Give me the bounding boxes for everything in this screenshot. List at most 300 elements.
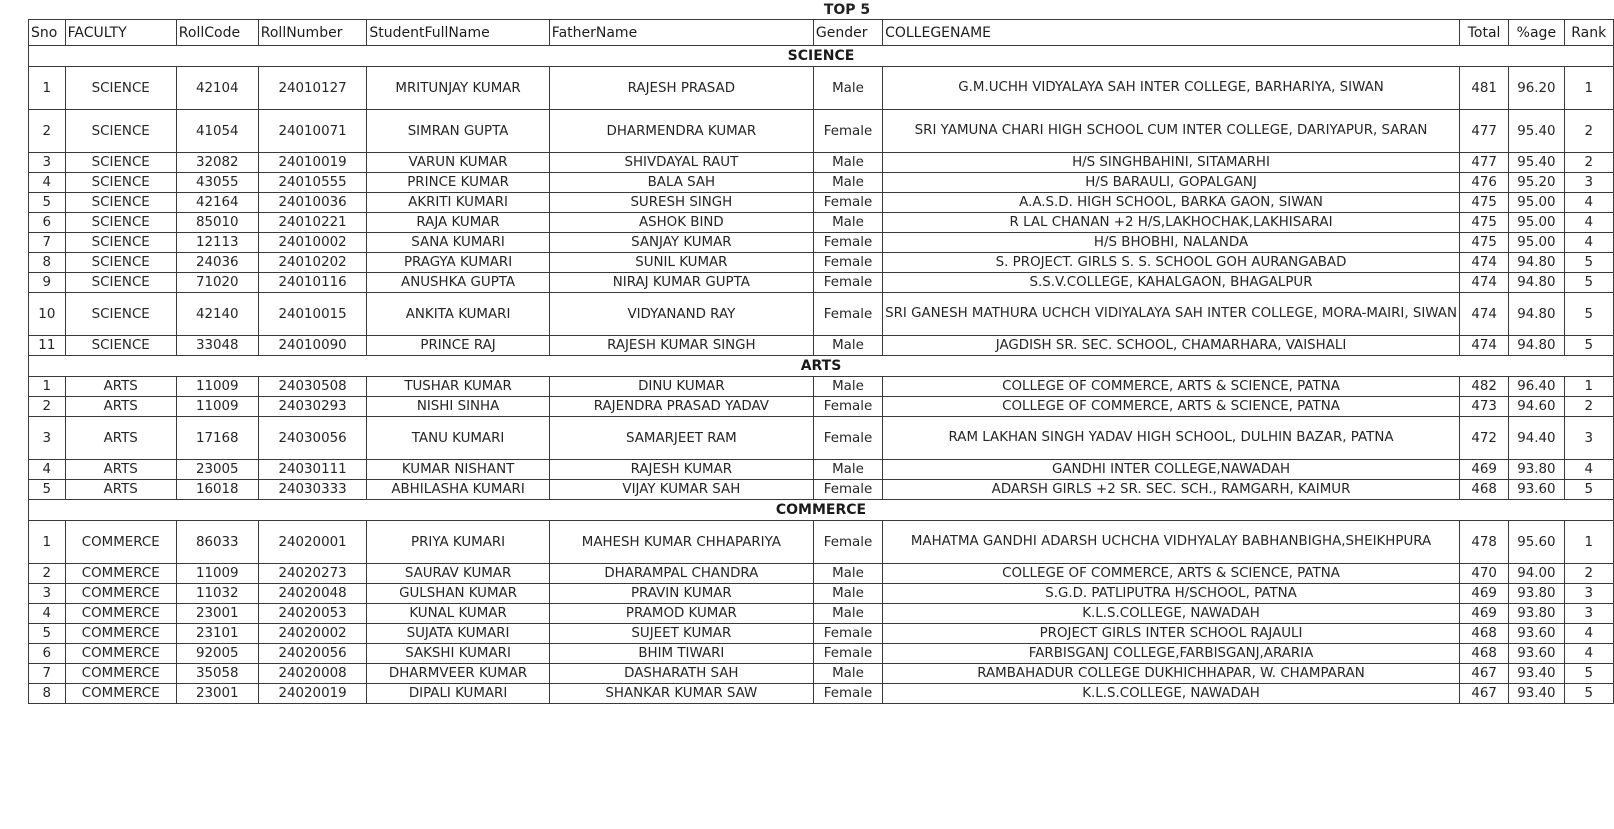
page-title: TOP 5 [823,2,871,18]
total-cell: 478 [1459,521,1508,564]
rank-cell: 4 [1564,233,1613,253]
student-name-cell: KUMAR NISHANT [367,460,549,480]
results-table [28,19,1614,704]
rollnumber-cell: 24010071 [258,110,367,153]
father-name-cell: SUJEET KUMAR [549,624,813,644]
rank-cell: 1 [1564,67,1613,110]
gender-cell: Male [813,153,882,173]
father-name-cell: MAHESH KUMAR CHHAPARIYA [549,521,813,564]
total-cell: 474 [1459,253,1508,273]
rollnumber-cell: 24010002 [258,233,367,253]
father-name-cell: DHARMENDRA KUMAR [549,110,813,153]
college-name-cell: PROJECT GIRLS INTER SCHOOL RAJAULI [883,624,1460,644]
father-name-cell: BHIM TIWARI [549,644,813,664]
faculty-cell: COMMERCE [65,664,176,684]
father-name-cell: SURESH SINGH [549,193,813,213]
table-row [29,173,1614,193]
rollnumber-cell: 24010090 [258,336,367,356]
gender-cell: Female [813,293,882,336]
rank-cell: 3 [1564,584,1613,604]
gender-cell: Male [813,564,882,584]
gender-cell: Male [813,173,882,193]
rank-cell: 3 [1564,604,1613,624]
rollnumber-cell: 24030056 [258,417,367,460]
percentage-cell: 95.00 [1509,193,1564,213]
sno-cell: 3 [29,584,66,604]
gender-cell: Male [813,213,882,233]
rollcode-cell: 32082 [176,153,258,173]
total-cell: 469 [1459,460,1508,480]
student-name-cell: RAJA KUMAR [367,213,549,233]
table-row [29,664,1614,684]
student-name-cell: ANKITA KUMARI [367,293,549,336]
faculty-cell: SCIENCE [65,173,176,193]
percentage-cell: 94.80 [1509,336,1564,356]
college-name-cell: ADARSH GIRLS +2 SR. SEC. SCH., RAMGARH, KAIMUR [883,480,1460,500]
col-header-rollnumber: RollNumber [258,20,367,46]
rollcode-cell: 92005 [176,644,258,664]
gender-cell: Male [813,67,882,110]
percentage-cell: 94.00 [1509,564,1564,584]
percentage-cell: 93.60 [1509,624,1564,644]
total-cell: 467 [1459,664,1508,684]
rollnumber-cell: 24010116 [258,273,367,293]
student-name-cell: GULSHAN KUMAR [367,584,549,604]
gender-cell: Male [813,584,882,604]
faculty-cell: SCIENCE [65,273,176,293]
rollcode-cell: 85010 [176,213,258,233]
sno-cell: 1 [29,521,66,564]
col-header-rollcode: RollCode [176,20,258,46]
rank-cell: 5 [1564,253,1613,273]
col-header-name: StudentFullName [367,20,549,46]
table-row [29,644,1614,664]
table-row [29,684,1614,704]
rollcode-cell: 33048 [176,336,258,356]
college-name-cell: H/S BHOBHI, NALANDA [883,233,1460,253]
percentage-cell: 93.60 [1509,644,1564,664]
rank-cell: 4 [1564,624,1613,644]
rollnumber-cell: 24020053 [258,604,367,624]
rollcode-cell: 16018 [176,480,258,500]
faculty-cell: ARTS [65,480,176,500]
rollcode-cell: 17168 [176,417,258,460]
gender-cell: Male [813,336,882,356]
table-row [29,624,1614,644]
section-header-row [29,356,1614,377]
sno-cell: 5 [29,624,66,644]
faculty-cell: ARTS [65,460,176,480]
rank-cell: 2 [1564,564,1613,584]
faculty-cell: SCIENCE [65,336,176,356]
col-header-sno: Sno [29,20,66,46]
college-name-cell: H/S BARAULI, GOPALGANJ [883,173,1460,193]
faculty-cell: COMMERCE [65,644,176,664]
father-name-cell: RAJENDRA PRASAD YADAV [549,397,813,417]
father-name-cell: SHIVDAYAL RAUT [549,153,813,173]
faculty-cell: SCIENCE [65,193,176,213]
section-title: SCIENCE [29,46,1614,67]
rollcode-cell: 71020 [176,273,258,293]
sno-cell: 11 [29,336,66,356]
table-row [29,460,1614,480]
student-name-cell: ANUSHKA GUPTA [367,273,549,293]
total-cell: 475 [1459,233,1508,253]
total-cell: 475 [1459,213,1508,233]
sno-cell: 9 [29,273,66,293]
rollcode-cell: 43055 [176,173,258,193]
total-cell: 472 [1459,417,1508,460]
father-name-cell: NIRAJ KUMAR GUPTA [549,273,813,293]
rank-cell: 3 [1564,417,1613,460]
faculty-cell: SCIENCE [65,67,176,110]
college-name-cell: COLLEGE OF COMMERCE, ARTS & SCIENCE, PATNA [883,377,1460,397]
student-name-cell: PRINCE KUMAR [367,173,549,193]
student-name-cell: AKRITI KUMARI [367,193,549,213]
college-name-cell: S. PROJECT. GIRLS S. S. SCHOOL GOH AURANGABAD [883,253,1460,273]
rollcode-cell: 23001 [176,684,258,704]
faculty-cell: COMMERCE [65,521,176,564]
table-row [29,193,1614,213]
college-name-cell: K.L.S.COLLEGE, NAWADAH [883,684,1460,704]
rollcode-cell: 23005 [176,460,258,480]
total-cell: 468 [1459,624,1508,644]
rank-cell: 4 [1564,193,1613,213]
percentage-cell: 96.20 [1509,67,1564,110]
father-name-cell: SANJAY KUMAR [549,233,813,253]
rank-cell: 4 [1564,460,1613,480]
sno-cell: 10 [29,293,66,336]
rollcode-cell: 35058 [176,664,258,684]
table-row [29,480,1614,500]
percentage-cell: 94.60 [1509,397,1564,417]
percentage-cell: 95.60 [1509,521,1564,564]
rollnumber-cell: 24020273 [258,564,367,584]
table-row [29,293,1614,336]
rollcode-cell: 23101 [176,624,258,644]
rank-cell: 5 [1564,684,1613,704]
student-name-cell: SUJATA KUMARI [367,624,549,644]
rollnumber-cell: 24030111 [258,460,367,480]
sno-cell: 6 [29,213,66,233]
father-name-cell: VIDYANAND RAY [549,293,813,336]
rollcode-cell: 12113 [176,233,258,253]
sno-cell: 4 [29,604,66,624]
college-name-cell: JAGDISH SR. SEC. SCHOOL, CHAMARHARA, VAISHALI [883,336,1460,356]
table-row [29,336,1614,356]
father-name-cell: DHARAMPAL CHANDRA [549,564,813,584]
percentage-cell: 96.40 [1509,377,1564,397]
gender-cell: Female [813,253,882,273]
faculty-cell: COMMERCE [65,624,176,644]
college-name-cell: SRI YAMUNA CHARI HIGH SCHOOL CUM INTER COLLEGE, DARIYAPUR, SARAN [883,110,1460,153]
rollnumber-cell: 24020019 [258,684,367,704]
rank-cell: 4 [1564,213,1613,233]
sno-cell: 5 [29,480,66,500]
col-header-total: Total [1459,20,1508,46]
rollnumber-cell: 24010036 [258,193,367,213]
student-name-cell: KUNAL KUMAR [367,604,549,624]
student-name-cell: DHARMVEER KUMAR [367,664,549,684]
college-name-cell: S.S.V.COLLEGE, KAHALGAON, BHAGALPUR [883,273,1460,293]
rank-cell: 1 [1564,377,1613,397]
sno-cell: 8 [29,684,66,704]
college-name-cell: RAM LAKHAN SINGH YADAV HIGH SCHOOL, DULHIN BAZAR, PATNA [883,417,1460,460]
total-cell: 474 [1459,336,1508,356]
table-row [29,253,1614,273]
rollnumber-cell: 24010221 [258,213,367,233]
rollcode-cell: 86033 [176,521,258,564]
col-header-college: COLLEGENAME [883,20,1460,46]
sno-cell: 8 [29,253,66,273]
rollnumber-cell: 24010127 [258,67,367,110]
student-name-cell: VARUN KUMAR [367,153,549,173]
percentage-cell: 95.20 [1509,173,1564,193]
total-cell: 477 [1459,153,1508,173]
college-name-cell: COLLEGE OF COMMERCE, ARTS & SCIENCE, PATNA [883,564,1460,584]
rollnumber-cell: 24010555 [258,173,367,193]
father-name-cell: RAJESH PRASAD [549,67,813,110]
student-name-cell: SAURAV KUMAR [367,564,549,584]
rollnumber-cell: 24030293 [258,397,367,417]
sno-cell: 2 [29,397,66,417]
table-row [29,233,1614,253]
rollnumber-cell: 24020008 [258,664,367,684]
rollnumber-cell: 24030508 [258,377,367,397]
gender-cell: Female [813,110,882,153]
father-name-cell: VIJAY KUMAR SAH [549,480,813,500]
student-name-cell: TUSHAR KUMAR [367,377,549,397]
rank-cell: 5 [1564,664,1613,684]
faculty-cell: SCIENCE [65,293,176,336]
rank-cell: 2 [1564,397,1613,417]
gender-cell: Male [813,664,882,684]
sno-cell: 2 [29,564,66,584]
percentage-cell: 94.80 [1509,293,1564,336]
gender-cell: Female [813,417,882,460]
student-name-cell: SIMRAN GUPTA [367,110,549,153]
sno-cell: 7 [29,233,66,253]
college-name-cell: A.A.S.D. HIGH SCHOOL, BARKA GAON, SIWAN [883,193,1460,213]
college-name-cell: H/S SINGHBAHINI, SITAMARHI [883,153,1460,173]
rank-cell: 5 [1564,293,1613,336]
rollcode-cell: 11009 [176,564,258,584]
section-title: ARTS [29,356,1614,377]
percentage-cell: 93.80 [1509,604,1564,624]
sno-cell: 3 [29,153,66,173]
rollcode-cell: 11009 [176,377,258,397]
student-name-cell: PRAGYA KUMARI [367,253,549,273]
faculty-cell: SCIENCE [65,110,176,153]
header-row [29,20,1614,46]
student-name-cell: PRINCE RAJ [367,336,549,356]
rollnumber-cell: 24030333 [258,480,367,500]
rollcode-cell: 41054 [176,110,258,153]
faculty-cell: SCIENCE [65,213,176,233]
gender-cell: Female [813,193,882,213]
college-name-cell: COLLEGE OF COMMERCE, ARTS & SCIENCE, PATNA [883,397,1460,417]
faculty-cell: COMMERCE [65,684,176,704]
sno-cell: 1 [29,377,66,397]
student-name-cell: DIPALI KUMARI [367,684,549,704]
percentage-cell: 93.80 [1509,584,1564,604]
father-name-cell: BALA SAH [549,173,813,193]
gender-cell: Female [813,480,882,500]
father-name-cell: SHANKAR KUMAR SAW [549,684,813,704]
sno-cell: 4 [29,460,66,480]
table-row [29,397,1614,417]
father-name-cell: PRAVIN KUMAR [549,584,813,604]
total-cell: 469 [1459,584,1508,604]
rollnumber-cell: 24020056 [258,644,367,664]
gender-cell: Female [813,644,882,664]
table-row [29,67,1614,110]
table-row [29,521,1614,564]
gender-cell: Female [813,273,882,293]
faculty-cell: ARTS [65,417,176,460]
rank-cell: 2 [1564,153,1613,173]
student-name-cell: NISHI SINHA [367,397,549,417]
rollnumber-cell: 24020001 [258,521,367,564]
table-row [29,584,1614,604]
student-name-cell: MRITUNJAY KUMAR [367,67,549,110]
total-cell: 469 [1459,604,1508,624]
faculty-cell: SCIENCE [65,233,176,253]
rank-cell: 5 [1564,273,1613,293]
percentage-cell: 94.80 [1509,253,1564,273]
sno-cell: 3 [29,417,66,460]
percentage-cell: 94.40 [1509,417,1564,460]
faculty-cell: COMMERCE [65,564,176,584]
rank-cell: 3 [1564,173,1613,193]
college-name-cell: MAHATMA GANDHI ADARSH UCHCHA VIDHYALAY BABHANBIGHA,SHEIKHPURA [883,521,1460,564]
sno-cell: 7 [29,664,66,684]
rank-cell: 1 [1564,521,1613,564]
rollnumber-cell: 24010015 [258,293,367,336]
total-cell: 474 [1459,293,1508,336]
total-cell: 468 [1459,480,1508,500]
table-row [29,153,1614,173]
total-cell: 473 [1459,397,1508,417]
results-body [29,46,1614,704]
father-name-cell: ASHOK BIND [549,213,813,233]
table-row [29,273,1614,293]
student-name-cell: PRIYA KUMARI [367,521,549,564]
percentage-cell: 93.80 [1509,460,1564,480]
percentage-cell: 95.40 [1509,153,1564,173]
faculty-cell: SCIENCE [65,153,176,173]
total-cell: 467 [1459,684,1508,704]
college-name-cell: G.M.UCHH VIDYALAYA SAH INTER COLLEGE, BARHARIYA, SIWAN [883,67,1460,110]
col-header-faculty: FACULTY [65,20,176,46]
sno-cell: 2 [29,110,66,153]
table-row [29,604,1614,624]
section-header-row [29,500,1614,521]
college-name-cell: GANDHI INTER COLLEGE,NAWADAH [883,460,1460,480]
col-header-rank: Rank [1564,20,1613,46]
student-name-cell: TANU KUMARI [367,417,549,460]
faculty-cell: SCIENCE [65,253,176,273]
percentage-cell: 95.00 [1509,233,1564,253]
father-name-cell: SUNIL KUMAR [549,253,813,273]
rank-cell: 5 [1564,480,1613,500]
college-name-cell: R LAL CHANAN +2 H/S,LAKHOCHAK,LAKHISARAI [883,213,1460,233]
faculty-cell: ARTS [65,397,176,417]
col-header-percentage: %age [1509,20,1564,46]
college-name-cell: S.G.D. PATLIPUTRA H/SCHOOL, PATNA [883,584,1460,604]
gender-cell: Female [813,521,882,564]
col-header-gender: Gender [813,20,882,46]
section-header-row [29,46,1614,67]
rollnumber-cell: 24010019 [258,153,367,173]
table-row [29,213,1614,233]
sno-cell: 6 [29,644,66,664]
gender-cell: Male [813,460,882,480]
col-header-father: FatherName [549,20,813,46]
percentage-cell: 93.40 [1509,684,1564,704]
rollcode-cell: 24036 [176,253,258,273]
sno-cell: 1 [29,67,66,110]
faculty-cell: COMMERCE [65,604,176,624]
total-cell: 477 [1459,110,1508,153]
sno-cell: 4 [29,173,66,193]
percentage-cell: 95.40 [1509,110,1564,153]
gender-cell: Female [813,624,882,644]
percentage-cell: 93.40 [1509,664,1564,684]
table-row [29,377,1614,397]
gender-cell: Male [813,377,882,397]
student-name-cell: SAKSHI KUMARI [367,644,549,664]
table-row [29,417,1614,460]
rollnumber-cell: 24010202 [258,253,367,273]
college-name-cell: RAMBAHADUR COLLEGE DUKHICHHAPAR, W. CHAMPARAN [883,664,1460,684]
total-cell: 481 [1459,67,1508,110]
table-row [29,564,1614,584]
father-name-cell: SAMARJEET RAM [549,417,813,460]
father-name-cell: RAJESH KUMAR [549,460,813,480]
total-cell: 470 [1459,564,1508,584]
rollcode-cell: 42104 [176,67,258,110]
rollnumber-cell: 24020002 [258,624,367,644]
table-row [29,110,1614,153]
rank-cell: 5 [1564,336,1613,356]
rollcode-cell: 11032 [176,584,258,604]
rank-cell: 2 [1564,110,1613,153]
college-name-cell: K.L.S.COLLEGE, NAWADAH [883,604,1460,624]
percentage-cell: 93.60 [1509,480,1564,500]
rollcode-cell: 42140 [176,293,258,336]
rollcode-cell: 23001 [176,604,258,624]
father-name-cell: PRAMOD KUMAR [549,604,813,624]
gender-cell: Female [813,684,882,704]
section-title: COMMERCE [29,500,1614,521]
father-name-cell: DASHARATH SAH [549,664,813,684]
student-name-cell: SANA KUMARI [367,233,549,253]
father-name-cell: DINU KUMAR [549,377,813,397]
faculty-cell: COMMERCE [65,584,176,604]
gender-cell: Female [813,233,882,253]
father-name-cell: RAJESH KUMAR SINGH [549,336,813,356]
total-cell: 476 [1459,173,1508,193]
rank-cell: 4 [1564,644,1613,664]
sno-cell: 5 [29,193,66,213]
total-cell: 468 [1459,644,1508,664]
college-name-cell: FARBISGANJ COLLEGE,FARBISGANJ,ARARIA [883,644,1460,664]
student-name-cell: ABHILASHA KUMARI [367,480,549,500]
gender-cell: Female [813,397,882,417]
rollnumber-cell: 24020048 [258,584,367,604]
percentage-cell: 95.00 [1509,213,1564,233]
